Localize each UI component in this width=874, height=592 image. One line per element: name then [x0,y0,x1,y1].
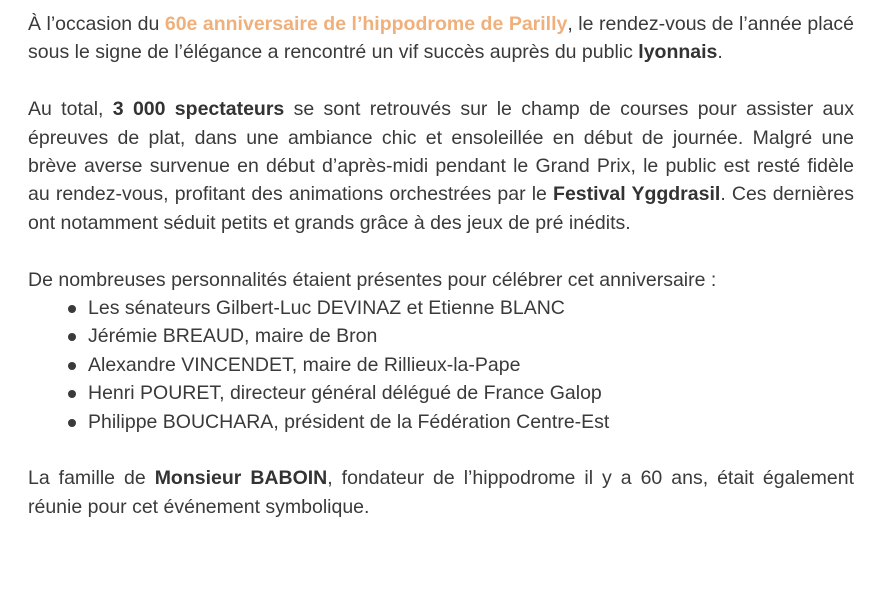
list-item-text: Jérémie BREAUD, maire de Bron [88,325,378,348]
intro-middle: , le rendez-vous de l’année placé sous le signe de l’élégance a rencontré un vif succès auprès du public [28,13,855,64]
list-item [68,408,854,436]
paragraph-intro [28,10,854,67]
attendance-prefix: Au total, [28,98,113,121]
intro-prefix: À l’occasion du [28,13,165,35]
family-prefix: La famille de [28,467,155,490]
bullet-icon [68,305,76,313]
personalities-list [28,294,854,436]
article-body [28,0,854,521]
personalities-lead: De nombreuses personnalités étaient présentes pour célébrer cet anniversaire : [28,268,717,291]
paragraph-family [28,464,854,521]
festival-name: Festival Yggdrasil [553,183,721,206]
list-item-text: Philippe BOUCHARA, président de la Fédération Centre-Est [88,410,610,433]
paragraph-attendance [28,95,854,237]
personalities-section [28,266,854,436]
list-item-text: Alexandre VINCENDET, maire de Rillieux-la-Pape [88,353,521,376]
list-item [68,322,854,350]
intro-bold-lyonnais: lyonnais [638,41,718,64]
list-item-text: Les sénateurs Gilbert-Luc DEVINAZ et Etienne BLANC [88,297,565,320]
anniversary-highlight: 60e anniversaire de l’hippodrome de Parilly [164,13,568,35]
list-item [68,379,854,407]
bullet-icon [68,390,76,398]
founder-name: Monsieur BABOIN [154,467,328,490]
family-suffix: , fondateur de l’hippodrome il y a 60 ans, était également réunie pour cet événement symbolique. [28,467,854,518]
bullet-icon [68,333,76,341]
attendance-middle: se sont retrouvés sur le champ de courses pour assister aux épreuves de plat, dans une ambiance chic et ensoleillée en début de journée. Malgré une brève averse survenue en début d’après-midi pendant le Grand Prix, le public est resté fidèle au rendez-vous, profitant des animations orchestrées par le [28,98,854,206]
list-item [68,351,854,379]
attendance-suffix: . Ces dernières ont notamment séduit petits et grands grâce à des jeux de pré inédits. [28,183,854,234]
intro-suffix: . [717,41,723,64]
list-item-text: Henri POURET, directeur général délégué de France Galop [88,382,602,405]
list-item [68,294,854,322]
bullet-icon [68,419,76,427]
bullet-icon [68,362,76,370]
spectators-count: 3 000 spectateurs [112,98,285,121]
